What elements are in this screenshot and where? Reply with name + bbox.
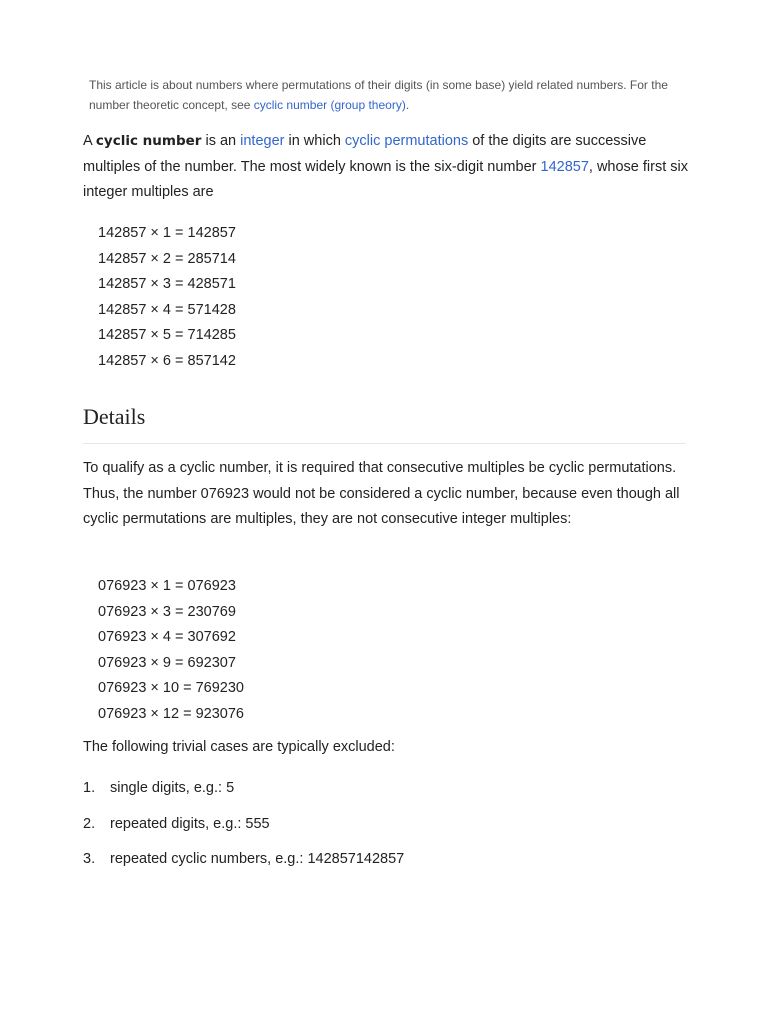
equation-line: 142857 × 5 = 714285: [98, 327, 236, 344]
intro-paragraph: [83, 129, 693, 206]
hatnote-text: This article is about numbers where permutations of their digits (in some base) yield related numbers. For the number theoretic concept, see: [89, 78, 668, 112]
intro-text-in-which: in which: [284, 133, 345, 149]
intro-text-a: A: [83, 133, 96, 149]
hatnote: [89, 75, 689, 115]
intro-text-is-an: is an: [201, 133, 241, 149]
equation-line: 142857 × 6 = 857142: [98, 352, 236, 369]
equation-line: 142857 × 2 = 285714: [98, 250, 236, 267]
details-paragraph: To qualify as a cyclic number, it is required that consecutive multiples be cyclic permutations. Thus, the number 076923 would not be considered a cyclic number, because even though all cyclic permutations are multiples, they are not consecutive integer multiples:: [83, 460, 680, 528]
intro-text-rest1: of the digits are successive multiples of the number. The most widely known is the six-digit number: [83, 133, 647, 175]
multiples-076923-list: [98, 574, 244, 728]
equation-line: 076923 × 3 = 230769: [98, 603, 236, 620]
142857-link[interactable]: 142857: [540, 158, 589, 175]
cyclic-permutations-link[interactable]: cyclic permutations: [344, 133, 469, 149]
hatnote-end: .: [405, 98, 410, 112]
equation-line: 142857 × 1 = 142857: [98, 225, 236, 241]
integer-link[interactable]: integer: [240, 133, 285, 149]
list-item-text: repeated digits, e.g.: 555: [110, 815, 270, 832]
list-item: [83, 812, 404, 848]
list-item: [83, 847, 404, 883]
list-item: [83, 776, 404, 812]
trivial-cases-intro: The following trivial cases are typically excluded:: [83, 739, 395, 755]
equation-line: 142857 × 3 = 428571: [98, 276, 236, 293]
intro-text-rest2: , whose first six integer multiples are: [83, 158, 688, 201]
cyclic-number-term: cyclic number: [95, 133, 202, 149]
equation-line: 076923 × 9 = 692307: [98, 654, 236, 671]
multiples-142857-list: [98, 221, 236, 375]
equation-line: 076923 × 4 = 307692: [98, 629, 236, 646]
equation-line: 076923 × 12 = 923076: [98, 705, 244, 722]
list-item-text: repeated cyclic numbers, e.g.: 142857142857: [110, 851, 405, 867]
list-item-text: single digits, e.g.: 5: [110, 780, 235, 796]
details-heading: Details: [83, 400, 686, 444]
list-item-number: 2.: [83, 815, 96, 832]
list-item-number: 1.: [83, 780, 96, 796]
trivial-cases-list: [83, 776, 404, 883]
equation-line: 076923 × 1 = 076923: [98, 578, 236, 594]
cyclic-number-group-theory-link[interactable]: cyclic number (group theory): [253, 98, 406, 112]
equation-line: 076923 × 10 = 769230: [98, 680, 244, 697]
equation-line: 142857 × 4 = 571428: [98, 301, 236, 318]
list-item-number: 3.: [83, 851, 96, 867]
